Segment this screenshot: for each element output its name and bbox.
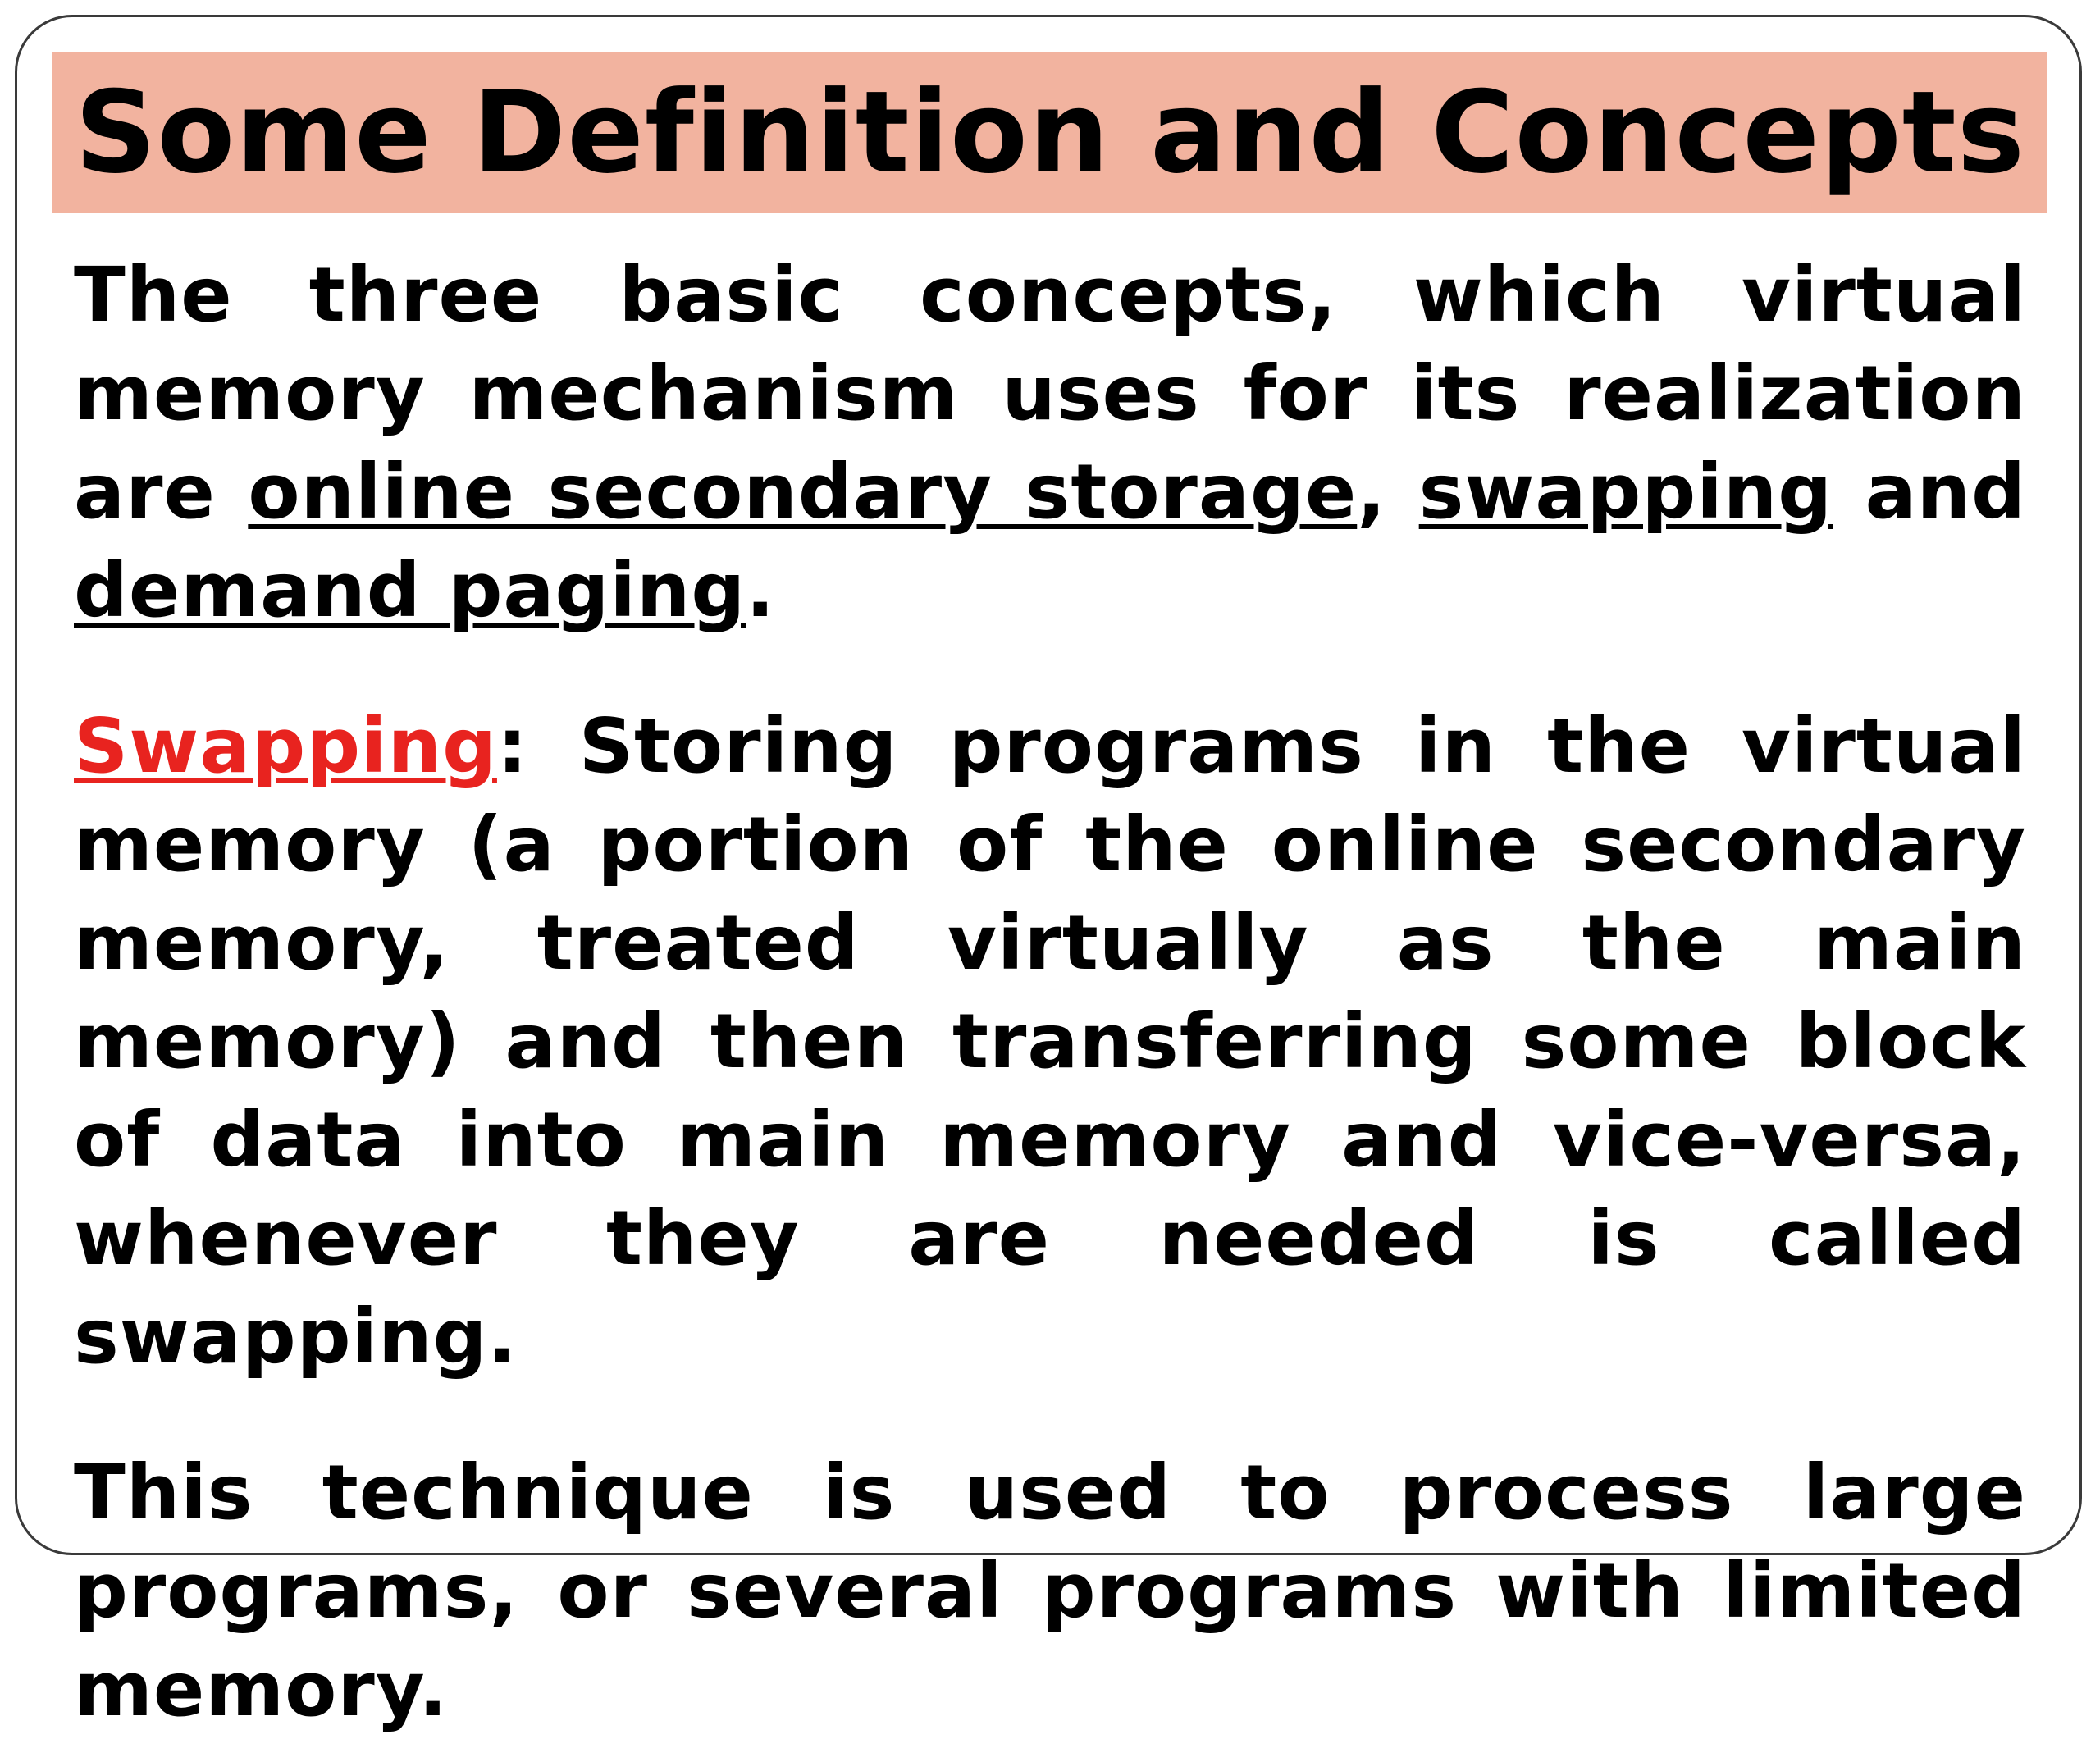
concepts-separator-2: and [1833, 448, 2027, 536]
swapping-definition-text: : Storing programs in the virtual memory (a portion of the online secondary memory, treated virtually as the main memory) and then transferring some block of data into main memory and vice-versa, whenever they are needed is called swapping. [74, 702, 2026, 1381]
term-demand-paging: demand paging [74, 546, 746, 634]
paragraph-swapping-definition [74, 697, 2026, 1386]
concepts-intro: The three basic concepts, which virtual memory mechanism uses for its realization are [74, 251, 2026, 536]
slide-title: Some Definition and Concepts [75, 66, 2025, 199]
term-online-secondary-storage: online secondary storage [248, 448, 1358, 536]
title-banner [52, 52, 2048, 213]
technique-text: This technique is used to process large programs, or several programs with limited memory. [74, 1449, 2026, 1733]
paragraph-concepts [74, 246, 2026, 640]
paragraph-technique [74, 1444, 2026, 1739]
swapping-heading: Swapping [74, 702, 497, 790]
slide-content [74, 246, 2026, 1739]
concepts-separator-1: , [1357, 448, 1419, 536]
term-swapping: swapping [1418, 448, 1833, 536]
concepts-end: . [746, 546, 776, 634]
